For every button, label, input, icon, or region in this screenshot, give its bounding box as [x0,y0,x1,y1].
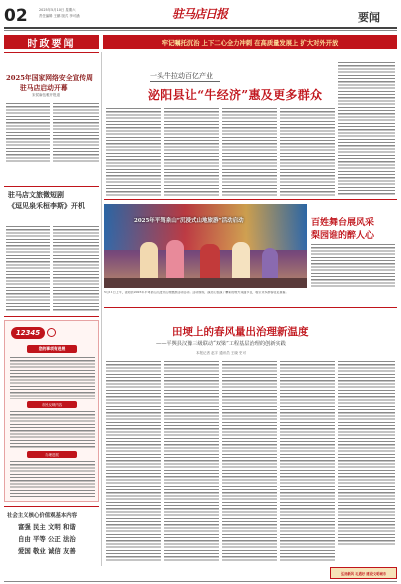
bottom-story-col-1 [106,361,161,561]
sidebar-section-1-text: 市民反映内容 [41,403,63,407]
footer-slogan-bar [330,567,397,579]
top-story-col-2 [164,108,219,196]
top-story-col-4 [280,108,335,196]
bottom-story-col-3 [222,361,277,561]
editor-line: 责任编辑 王鹏 版式 李可涵 [39,14,80,18]
left-story-2-body-col-1 [6,226,50,312]
slogan-banner-text: 牢记嘱托沉治 上下二心全力冲刺 在高质量发展上 扩大对外开放 [161,39,339,47]
slogan-banner [103,35,397,49]
bottom-story-col-5 [338,361,395,545]
column-label-text: 时政要闻 [27,38,76,50]
badge-12345-text: 12345 [15,329,41,337]
sidebar-title-text: 您的事项有进展 [38,346,66,351]
left-story-1-headline-2: 驻马店启动开幕 [20,84,68,92]
photo-bottom-rule [104,307,397,308]
stage-backdrop [104,204,307,250]
photo-caption-right-2: 梨园谁的醉人心 [311,231,375,241]
left-story-2-headline-2: 《逗见泉禾桓李斯》开机 [8,201,85,210]
performer-1 [140,242,158,282]
section-title: 要闻 [358,11,380,24]
left-story-1-headline-1: 2025年国家网络安全宣传周 [6,74,93,82]
poster-title: 2025年平驾泉山“沉浸式山地旅游”活动启动 [134,218,244,224]
performer-4 [232,242,250,282]
phone-icon [47,328,56,337]
top-story-headline: 泌阳县让“牛经济”惠及更多群众 [148,88,323,102]
newspaper-logo: 驻马店日报 [172,7,228,21]
top-story-col-1 [106,108,161,196]
sidebar-section-2 [27,451,77,458]
bottom-story-subhead: ——平舆县汉豫三级联动“双梁”工程基层治理的创新实践 [156,341,286,347]
photo-caption: 5月11日上午，泌阳县2025年平驾泉山沉浸式山地旅游活动启动。活动现场，演员们表演了精彩的地方戏曲节目，吸引众多游客驻足观看。 [104,291,289,294]
performer-5 [262,248,278,282]
core-values-title: 社会主义核心价值观基本内容 [7,513,78,519]
page-header [0,0,401,32]
sidebar-section-1 [27,401,77,408]
news-photo [104,204,307,288]
top-story-bottom-rule [104,199,397,200]
core-values-line-1: 富强 民主 文明 和谐 [18,523,76,531]
performer-3 [200,244,220,282]
left-story-1-body-col-1 [6,103,50,164]
date-line: 2025年5月10日 星期六 [39,8,76,12]
top-story-col-5 [338,62,395,196]
core-values-line-3: 爱国 敬业 诚信 友善 [18,547,76,555]
column-label [4,35,99,49]
sidebar-title [27,345,77,353]
left-story-1-bottom-rule [4,186,99,187]
bottom-story-headline: 田埂上的春风量出治理新温度 [172,326,309,338]
badge-12345 [11,327,45,339]
sidebar-body-3 [10,461,95,497]
page-bottom-rule [4,581,397,582]
photo-caption-right-1: 百姓舞台展风采 [311,218,375,228]
left-story-1-byline: 宋侯麻伍雅开报道 [32,93,60,97]
bottom-story-byline: 本报记者 赵宇 通讯员 王晓 史可 [196,351,246,355]
top-story-kicker: 一头牛拉动百亿产业 [150,72,213,80]
top-story-kicker-rule [150,81,220,82]
bottom-story-col-4 [280,361,335,561]
stage-floor [104,278,307,288]
performer-2 [166,240,184,282]
sidebar-section-2-text: 办理进展 [45,453,59,457]
page-number: 02 [4,6,28,26]
left-story-2-headline-1: 驻马店文旅微短剧 [8,190,64,199]
core-values-line-2: 自由 平等 公正 法治 [18,535,76,543]
bottom-story-col-2 [164,361,219,561]
masthead-rule-thin [4,30,397,31]
masthead-rule [4,27,397,29]
sidebar-body-1 [10,357,95,399]
core-values-rule [4,506,99,507]
top-story-col-3 [222,108,277,196]
core-values-box [4,506,99,566]
footer-slogan-text: 弘扬新风 礼遇好 建设文明城市 [340,571,387,576]
left-story-1-top-rule [4,52,99,53]
photo-side-text [311,244,395,288]
sidebar-body-2 [10,411,95,449]
left-story-1-body-col-2 [53,103,99,164]
column-divider [101,52,102,566]
left-story-2-bottom-rule [4,316,99,317]
sidebar-box [4,320,99,502]
left-story-2-body-col-2 [53,226,99,312]
